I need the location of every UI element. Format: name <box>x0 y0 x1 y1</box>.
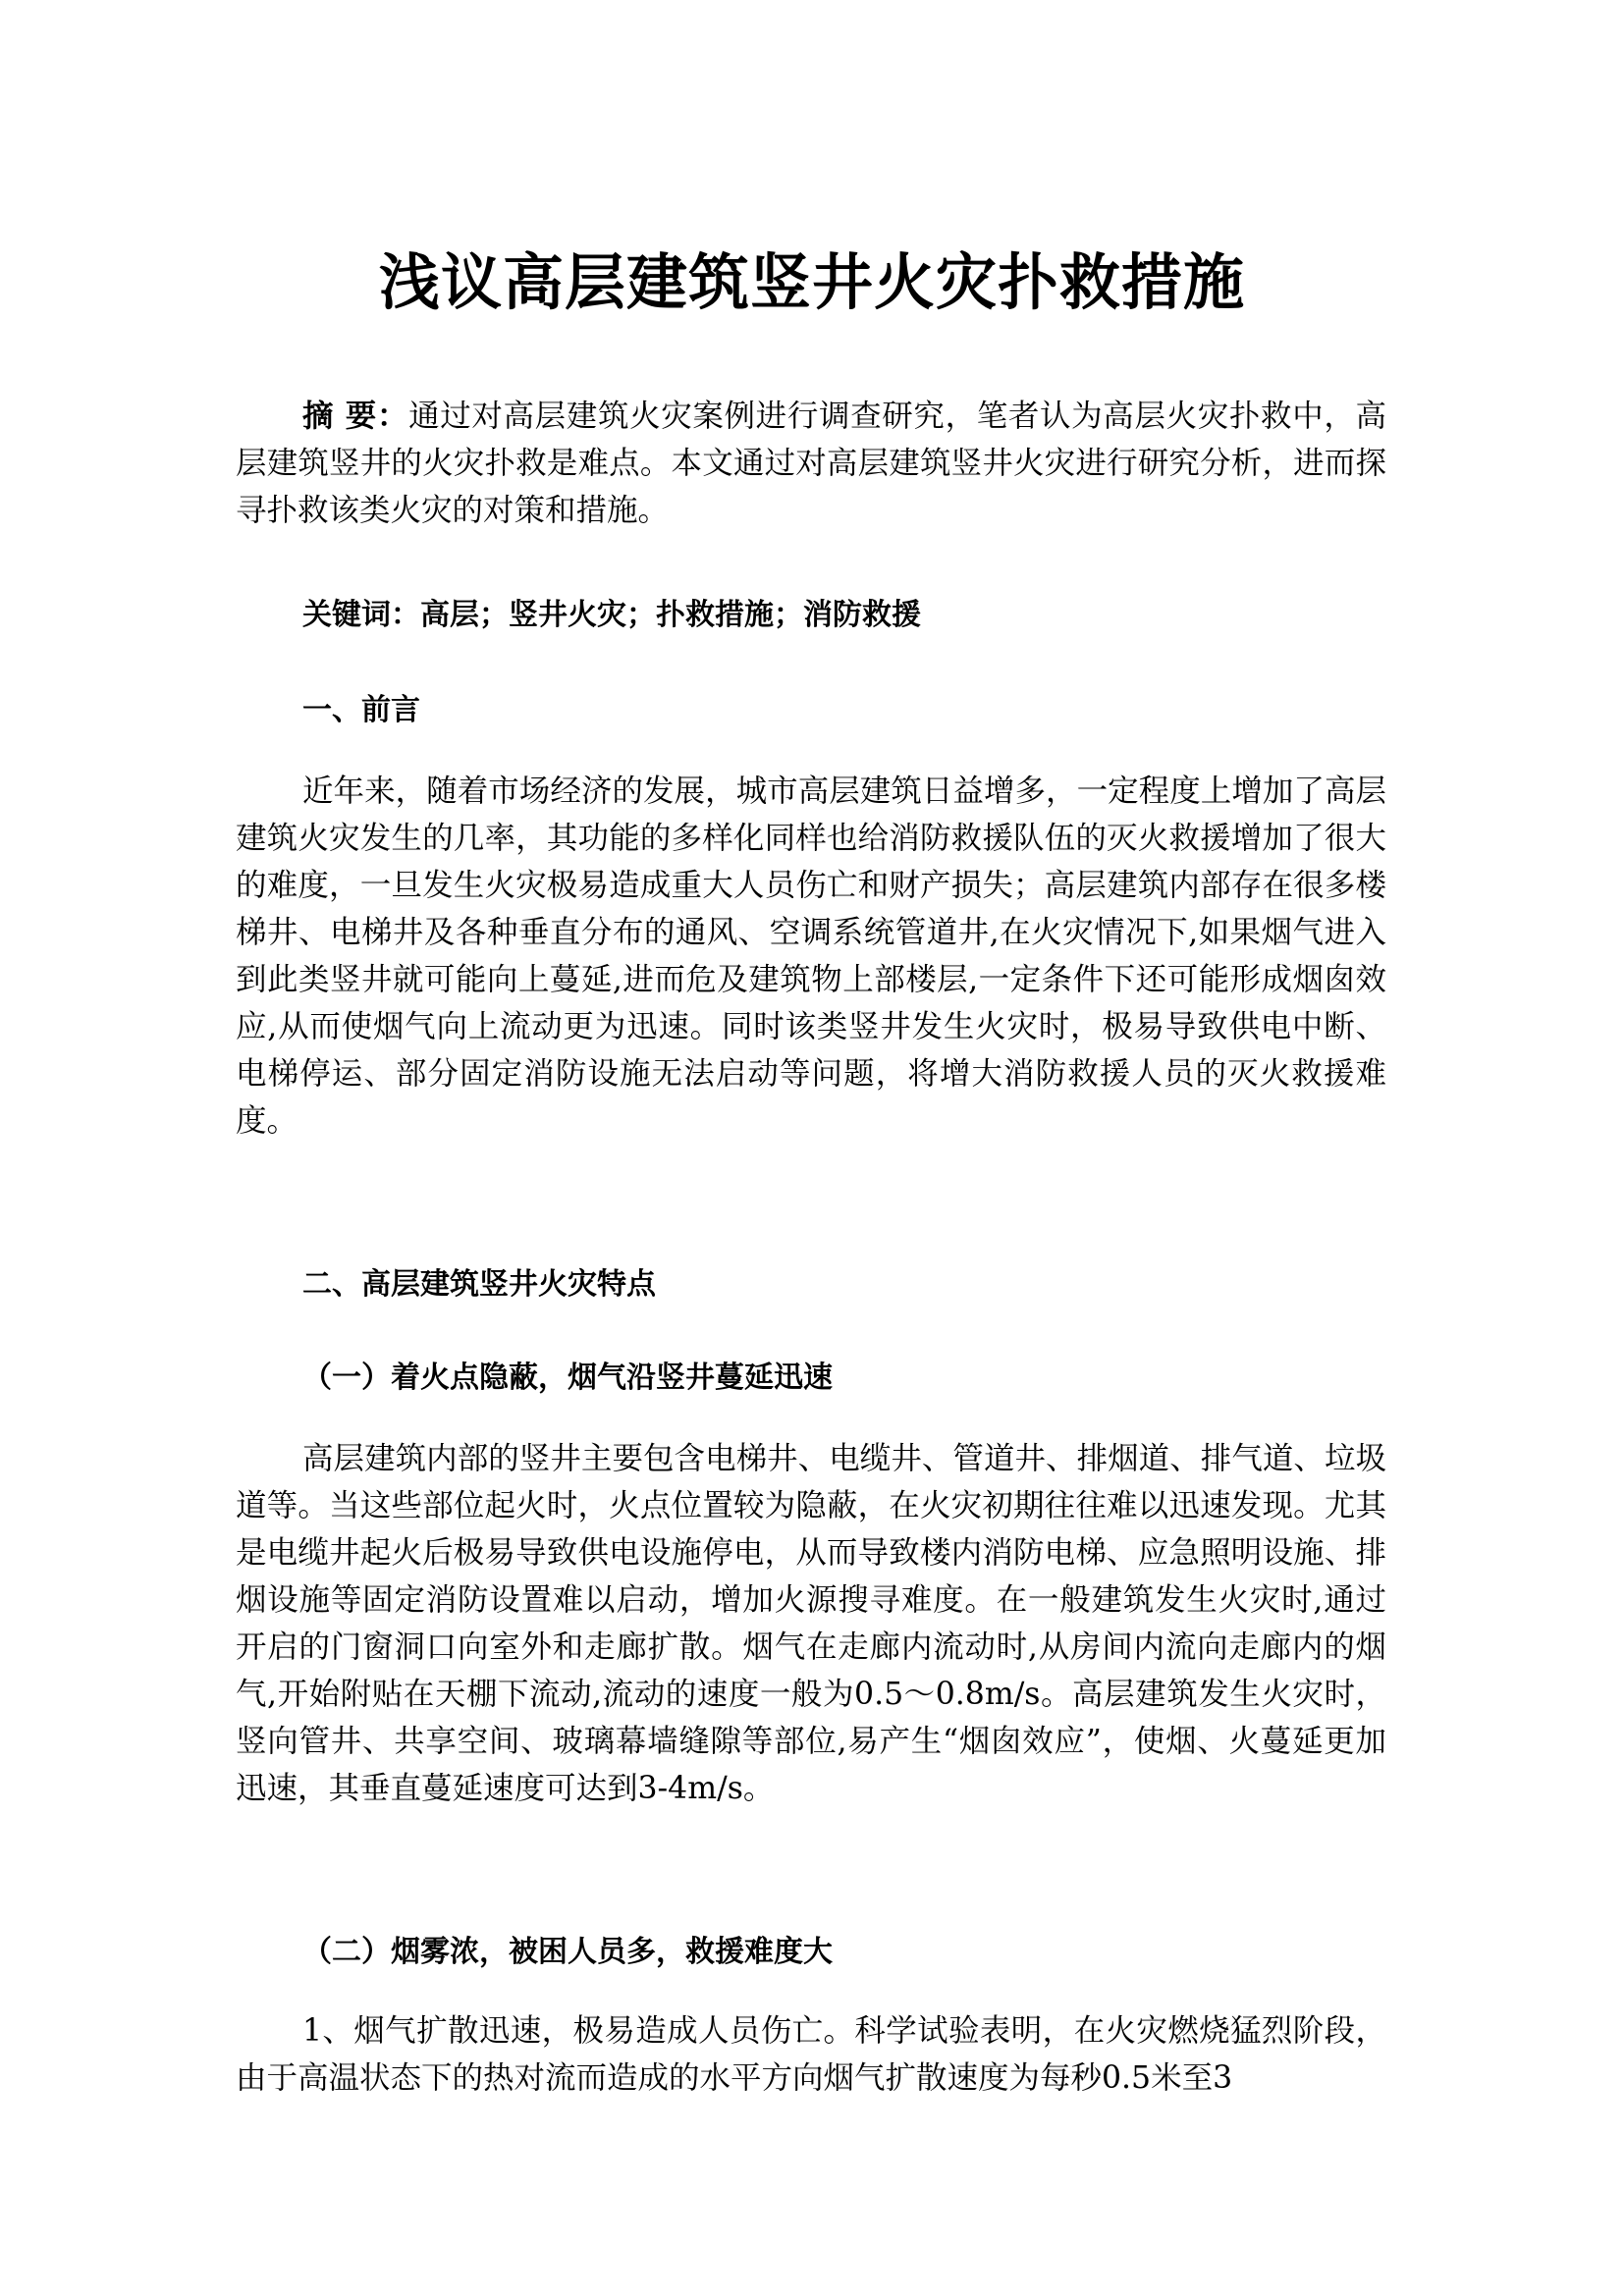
section-heading-preface: 一、前言 <box>302 693 420 727</box>
abstract-text: 通过对高层建筑火灾案例进行调查研究，笔者认为高层火灾扑救中，高层建筑竖井的火灾扑救是难点。本文通过对高层建筑竖井火灾进行研究分析，进而探寻扑救该类火灾的对策和措施。 <box>236 399 1386 528</box>
abstract-label: 摘 要： <box>302 399 409 434</box>
section-heading-characteristics: 二、高层建筑竖井火灾特点 <box>302 1267 656 1302</box>
dense-smoke-paragraph: 1、烟气扩散迅速，极易造成人员伤亡。科学试验表明，在火灾燃烧猛烈阶段，由于高温状态下的热对流而造成的水平方向烟气扩散速度为每秒0.5米至3 <box>236 2013 1386 2096</box>
hidden-fire-point-paragraph: 高层建筑内部的竖井主要包含电梯井、电缆井、管道井、排烟道、排气道、垃圾道等。当这些部位起火时，火点位置较为隐蔽，在火灾初期往往难以迅速发现。尤其是电缆井起火后极易导致供电设施停电，从而导致楼内消防电梯、应急照明设施、排烟设施等固定消防设置难以启动，增加火源搜寻难度。在一般建筑发生火灾时,通过开启的门窗洞口向室外和走廊扩散。烟气在走廊内流动时,从房间内流向走廊内的烟气,开始附贴在天棚下流动,流动的速度一般为0.5～0.8m/s。高层建筑发生火灾时，竖向管井、共享空间、玻璃幕墙缝隙等部位,易产生“烟囱效应”，使烟、火蔓延更加迅速，其垂直蔓延速度可达到3-4m/s。 <box>236 1441 1386 1806</box>
document-title: 浅议高层建筑竖井火灾扑救措施 <box>378 246 1245 318</box>
keywords-line: 关键词：高层；竖井火灾；扑救措施；消防救援 <box>302 598 921 632</box>
subsection-heading-hidden-fire-point: （一）着火点隐蔽，烟气沿竖井蔓延迅速 <box>302 1361 833 1395</box>
preface-paragraph: 近年来，随着市场经济的发展，城市高层建筑日益增多，一定程度上增加了高层建筑火灾发生的几率，其功能的多样化同样也给消防救援队伍的灭火救援增加了很大的难度，一旦发生火灾极易造成重大人员伤亡和财产损失；高层建筑内部存在很多楼梯井、电梯井及各种垂直分布的通风、空调系统管道井,在火灾情况下,如果烟气进入到此类竖井就可能向上蔓延,进而危及建筑物上部楼层,一定条件下还可能形成烟囱效应,从而使烟气向上流动更为迅速。同时该类竖井发生火灾时，极易导致供电中断、电梯停运、部分固定消防设施无法启动等问题，将增大消防救援人员的灭火救援难度。 <box>236 774 1386 1139</box>
subsection-heading-dense-smoke: （二）烟雾浓，被困人员多，救援难度大 <box>302 1935 833 1969</box>
abstract-paragraph <box>236 393 1386 534</box>
